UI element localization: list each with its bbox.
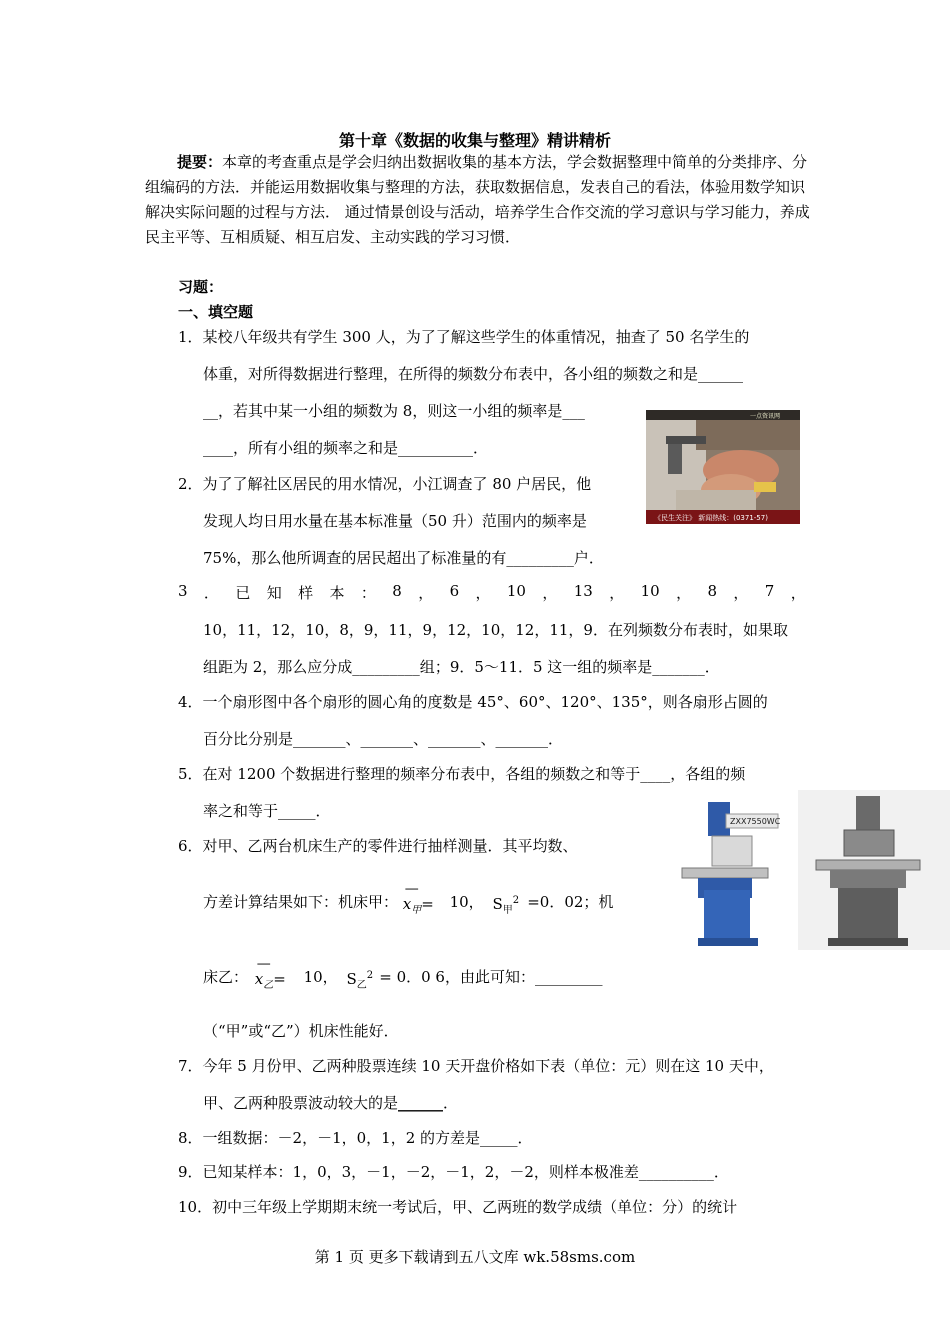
page-footer: 第 1 页 更多下载请到五八文库 wk.58sms.com xyxy=(314,1248,636,1266)
q3-token: 8 xyxy=(392,582,402,600)
q3-token: 10 xyxy=(506,582,526,600)
q3-token: ， xyxy=(542,584,558,602)
q3-token: 7 xyxy=(764,582,775,600)
q6-line-1: 6．对甲、乙两台机床生产的零件进行抽样测量．其平均数、 xyxy=(178,837,578,855)
q3-token: 13 xyxy=(573,582,593,600)
q3-token: 6 xyxy=(449,582,460,600)
q4-line-2: 百分比分别是_______、_______、_______、_______． xyxy=(203,730,564,748)
q3-token: 样 xyxy=(298,584,314,602)
q3-token: 已 xyxy=(235,584,251,602)
page-title: 第十章《数据的收集与整理》精讲精析 xyxy=(338,131,611,150)
q3-token: 本 xyxy=(329,584,345,602)
q3-token: ， xyxy=(418,584,434,602)
s-squared-yi xyxy=(342,962,374,991)
s-yi-sup: 2 xyxy=(366,970,374,981)
q10-line-1: 10．初中三年级上学期期末统一考试后，甲、乙两班的数学成绩（单位：分）的统计 xyxy=(178,1198,738,1216)
exercises-label: 习题： xyxy=(178,278,224,296)
q7-line-2 xyxy=(203,1092,458,1113)
milling-machines-illustration xyxy=(678,790,950,950)
q2-line-3: 75%，那么他所调查的居民超出了标准量的有_________户． xyxy=(203,549,604,567)
q1-line-2: 体重，对所得数据进行整理，在所得的频数分布表中，各小组的频数之和是______ xyxy=(203,365,744,383)
q3-token: 10 xyxy=(640,582,660,600)
section-fill-in-label: 一、填空题 xyxy=(178,303,254,321)
intro-label: 提要： xyxy=(177,153,223,171)
s-yi-sub: 乙 xyxy=(356,980,367,991)
q3-token: ， xyxy=(609,584,625,602)
q9-line-1: 9．已知某样本：1，0，3，－1，－2，－1，2，－2，则样本极准差__________． xyxy=(178,1163,729,1181)
water-usage-photo xyxy=(646,410,800,524)
yi-sub: 乙 xyxy=(263,980,274,991)
s-jia-sub: 甲 xyxy=(502,905,513,916)
q3-line-1 xyxy=(178,582,806,603)
q3-token: 知 xyxy=(266,584,282,602)
q3-token: 3 xyxy=(178,582,188,600)
q7-line-1: 7．今年 5 月份甲、乙两种股票连续 10 天开盘价格如下表（单位：元）则在这 10 天中， xyxy=(178,1057,774,1075)
q4-line-1: 4．一个扇形图中各个扇形的圆心角的度数是 45°、60°、120°、135°，则各扇形占圆的 xyxy=(178,693,768,711)
s-symbol-jia: S xyxy=(492,895,503,913)
x-bar-yi: — $x_乙=$ xyxy=(254,956,286,991)
q6-line-2 xyxy=(203,881,614,916)
s-squared-jia xyxy=(488,887,522,916)
x-bar-jia: — $x_甲=$ xyxy=(402,881,434,916)
q3-line-2: 10，11，12，10，8，9，11，9，12，10，12，11，9．在列频数分布表时，如果取 xyxy=(203,621,788,639)
machine1-label: ZXX7550WC xyxy=(730,817,781,826)
x-symbol-yi: x xyxy=(254,970,264,988)
x-symbol-jia: x xyxy=(402,895,412,913)
q3-token: 8 xyxy=(707,582,718,600)
q3-token: ， xyxy=(733,584,749,602)
q3-line-3: 组距为 2，那么应分成_________组；9．5～11．5 这一组的频率是_______． xyxy=(203,658,720,676)
q3-token: ： xyxy=(360,584,376,602)
q3-token: ， xyxy=(790,584,806,602)
q7-line-2c: ． xyxy=(443,1094,459,1112)
q2-line-2: 发现人均日用水量在基本标准量（50 升）范围内的频率是 xyxy=(203,512,587,530)
q6-line-3a: 床乙： xyxy=(203,968,249,986)
x-eq-jia: = xyxy=(421,895,434,913)
q6-line-4: （“甲”或“乙”）机床性能好． xyxy=(203,1022,399,1040)
q6-line-3 xyxy=(203,956,603,991)
q5-line-1: 5．在对 1200 个数据进行整理的频率分布表中，各组的频数之和等于____，各组的频 xyxy=(178,765,746,783)
milling-machines-photo xyxy=(678,790,950,950)
q1-line-4: ____，所有小组的频率之和是__________． xyxy=(203,439,489,457)
q7-line-2a: 甲、乙两种股票波动较大的是 xyxy=(203,1094,399,1112)
q6-line-3b: 10， xyxy=(303,968,338,986)
photo1-caption: 《民生关注》 新闻热线：(0371-57) xyxy=(654,514,768,522)
q5-line-2: 率之和等于_____． xyxy=(203,802,331,820)
q6-line-3c: = 0．0 6，由此可知：_________ xyxy=(379,968,603,986)
s-jia-sup: 2 xyxy=(512,895,520,906)
s-symbol-yi: S xyxy=(346,970,357,988)
q6-line-2c: =0．02；机 xyxy=(527,893,614,911)
q6-line-2a: 方差计算结果如下：机床甲： xyxy=(203,893,399,911)
q3-token: ． xyxy=(203,584,219,602)
q1-line-3: __，若其中某一小组的频数为 8，则这一小组的频率是___ xyxy=(203,402,585,420)
q8-line-1: 8．一组数据：－2，－1，0，1，2 的方差是_____． xyxy=(178,1129,533,1147)
q6-line-2b: 10， xyxy=(449,893,484,911)
q1-line-1: 1．某校八年级共有学生 300 人，为了了解这些学生的体重情况，抽查了 50 名学生的 xyxy=(178,328,750,346)
q7-answer-blank: ______ xyxy=(398,1094,444,1112)
photo1-watermark: 一点资讯网 xyxy=(750,413,781,420)
jia-sub: 甲 xyxy=(411,905,422,916)
intro-paragraph xyxy=(145,150,810,250)
intro-text: 本章的考查重点是学会归纳出数据收集的基本方法，学会数据整理中简单的分类排序、分组编码的方法．并能运用数据收集与整理的方法，获取数据信息，发表自己的看法，体验用数学知识解决实际问题的过程与方法． 通过情景创设与活动，培养学生合作交流的学习意识与学习能力，养成民主平等、互相质疑、相互启发、主动实践的学习习惯． xyxy=(145,153,810,246)
x-eq-yi: = xyxy=(273,970,286,988)
q2-line-1: 2．为了了解社区居民的用水情况，小江调查了 80 户居民，他 xyxy=(178,475,592,493)
q3-token: ， xyxy=(475,584,491,602)
q3-token: ， xyxy=(676,584,692,602)
water-usage-illustration xyxy=(646,410,800,524)
